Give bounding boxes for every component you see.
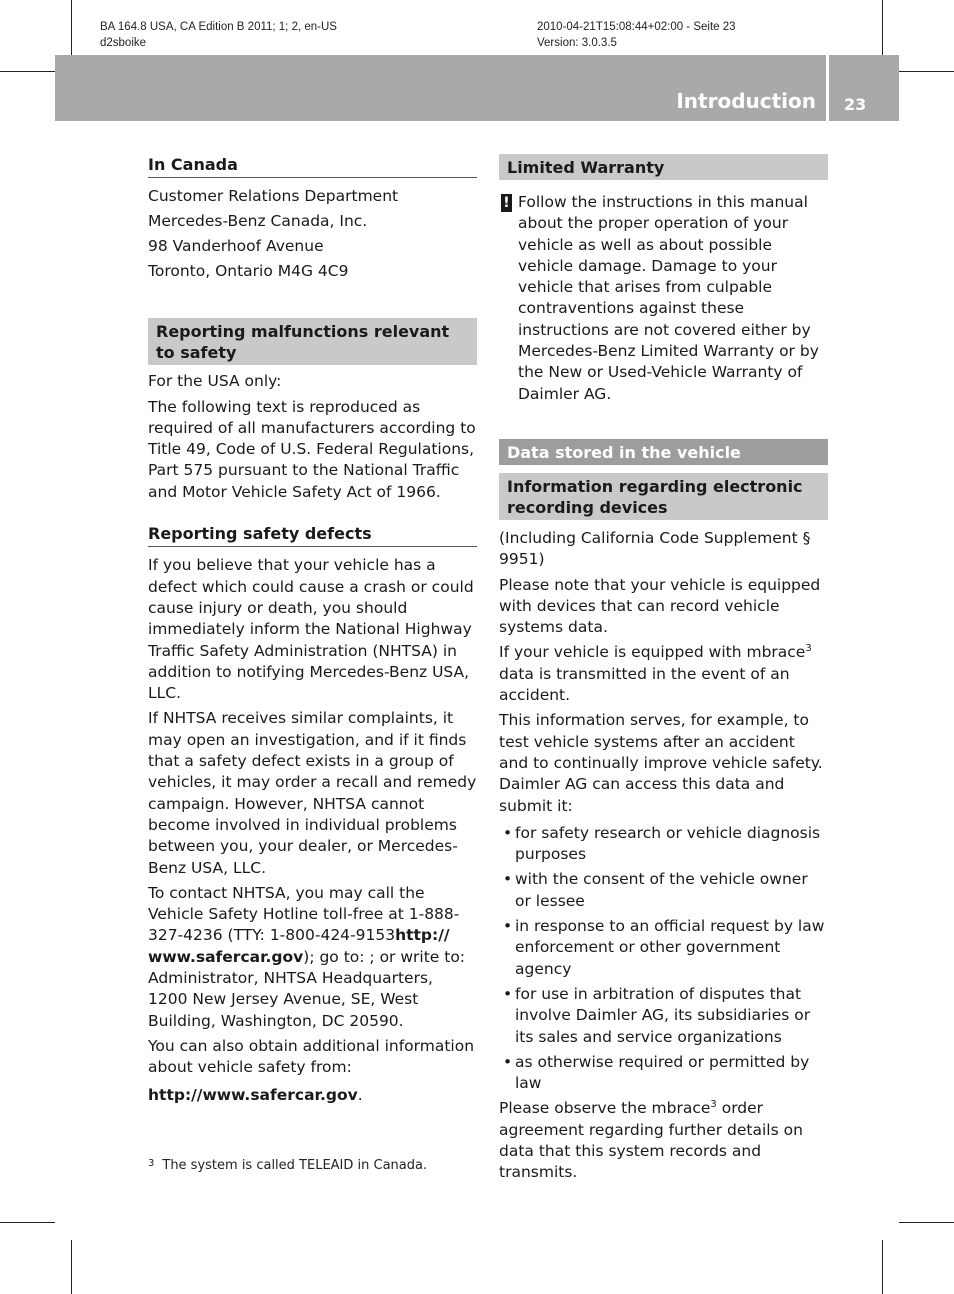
additional-info-paragraph: You can also obtain additional information about vehicle safety from: xyxy=(148,1036,475,1077)
crop-mark xyxy=(882,1240,883,1294)
daimler-access-paragraph: Daimler AG can access this data and submit it: xyxy=(499,775,785,815)
contact-paragraph xyxy=(148,883,477,1032)
canada-heading: In Canada xyxy=(148,150,477,178)
meta-line: Version: 3.0.3.5 xyxy=(537,37,617,49)
crop-mark xyxy=(71,1240,72,1294)
footnote-ref: 3 xyxy=(710,1099,717,1111)
print-meta-right xyxy=(537,19,736,51)
meta-line: 2010-04-21T15:08:44+02:00 - Seite 23 xyxy=(537,21,736,33)
supplement-text: (Including California Code Supplement § 9951) xyxy=(499,528,811,569)
mbrace-lead: If your vehicle is equipped with mbrace xyxy=(499,643,806,662)
defects-paragraph-2: If NHTSA receives similar complaints, it may open an investigation, and if it finds that a safety defect exists in a group of vehicles, it may order a recall and remedy campaign. However, NHTSA cannot become involved in individual problems between you, your dealer, or Mercedes-Benz USA, LLC. xyxy=(148,709,477,877)
observe-paragraph xyxy=(499,1098,828,1183)
address-line: Toronto, Ontario M4G 4C9 xyxy=(148,262,349,281)
bullet-list xyxy=(499,823,828,1095)
contact-tail: ); go to: ; or write to: Administrator, NHTSA Headquarters, 1200 New Jersey Avenue, SE, West Building, Washington, DC 20590. xyxy=(148,947,466,1030)
meta-line: d2sboike xyxy=(100,37,147,49)
exclamation-icon: ! xyxy=(501,194,512,212)
warranty-warning xyxy=(499,192,828,405)
meta-line: BA 164.8 USA, CA Edition B 2011; 1; 2, en-US xyxy=(100,21,337,33)
reproduced-paragraph: The following text is reproduced as required of all manufacturers according to Title 49, Code of U.S. Federal Regulations, Part 575 pursuant to the National Traffic and Motor Vehicle Safety Act of 1966. xyxy=(148,397,476,501)
mbrace-paragraph xyxy=(499,642,828,706)
crop-mark xyxy=(899,71,954,72)
footnote xyxy=(148,1158,427,1173)
footnote-ref: 3 xyxy=(805,643,812,655)
list-item: • for safety research or vehicle diagnosis purposes xyxy=(499,823,828,866)
devices-paragraph: Please note that your vehicle is equipped with devices that can record vehicle systems data. xyxy=(499,575,821,637)
crop-mark xyxy=(0,71,55,72)
list-item: • as otherwise required or permitted by law xyxy=(499,1052,828,1095)
print-meta-left xyxy=(100,19,337,51)
footnote-number: 3 xyxy=(148,1158,155,1169)
crop-mark xyxy=(882,0,883,55)
contact-lead: To contact NHTSA, you may call the Vehicle Safety Hotline toll-free at 1-888-327-4236 (TTY: 1-800-424-9153 xyxy=(148,883,460,945)
final-period: . xyxy=(357,1085,363,1104)
page-number: 23 xyxy=(844,95,867,114)
observe-lead: Please observe the mbrace xyxy=(499,1099,711,1118)
defects-paragraph-1: If you believe that your vehicle has a defect which could cause a crash or could cause injury or death, you should immediately inform the National Highway Traffic Safety Administration (NHTSA) in addition to notifying Mercedes-Benz USA, LLC. xyxy=(148,556,474,703)
usa-only-text: For the USA only: xyxy=(148,372,282,391)
list-item: • in response to an official request by law enforcement or other government agency xyxy=(499,916,828,980)
observe-tail: order agreement regarding further details on data that this system records and transmits. xyxy=(499,1099,803,1182)
info-serves-paragraph: This information serves, for example, to test vehicle systems after an accident and to continually improve vehicle safety. xyxy=(499,711,823,772)
recording-devices-heading: Information regarding electronic recording devices xyxy=(499,473,828,520)
mbrace-tail: data is transmitted in the event of an accident. xyxy=(499,664,790,705)
chapter-title: Introduction xyxy=(676,89,816,113)
crop-mark xyxy=(71,0,72,55)
final-link-paragraph xyxy=(148,1085,477,1106)
address-line: Customer Relations Department xyxy=(148,187,399,206)
safety-defects-heading: Reporting safety defects xyxy=(148,519,477,547)
data-stored-heading: Data stored in the vehicle xyxy=(499,439,828,465)
header-separator xyxy=(826,55,829,121)
crop-mark xyxy=(0,1222,55,1223)
right-column xyxy=(499,150,828,1188)
left-column xyxy=(148,150,477,1110)
list-item: • for use in arbitration of disputes that involve Daimler AG, its subsidiaries or its sales and service organizations xyxy=(499,984,828,1048)
reporting-heading: Reporting malfunctions relevant to safety xyxy=(148,318,477,365)
warranty-text: Follow the instructions in this manual about the proper operation of your vehicle as well as about possible vehicle damage. Damage to your vehicle that arises from culpable contraventions against these instructions are not covered either by Mercedes-Benz Limited Warranty or by the New or Used-Vehicle Warranty of Daimler AG. xyxy=(518,193,819,403)
safercar-link[interactable]: http:// www.safercar.gov xyxy=(148,926,450,966)
footnote-text: The system is called TELEAID in Canada. xyxy=(162,1158,428,1173)
address-line: 98 Vanderhoof Avenue xyxy=(148,237,324,256)
safercar-final-link[interactable]: http://www.safercar.gov xyxy=(148,1085,358,1104)
address-line: Mercedes-Benz Canada, Inc. xyxy=(148,212,368,231)
crop-mark xyxy=(899,1222,954,1223)
limited-warranty-heading: Limited Warranty xyxy=(499,154,828,180)
list-item: • with the consent of the vehicle owner or lessee xyxy=(499,869,828,912)
